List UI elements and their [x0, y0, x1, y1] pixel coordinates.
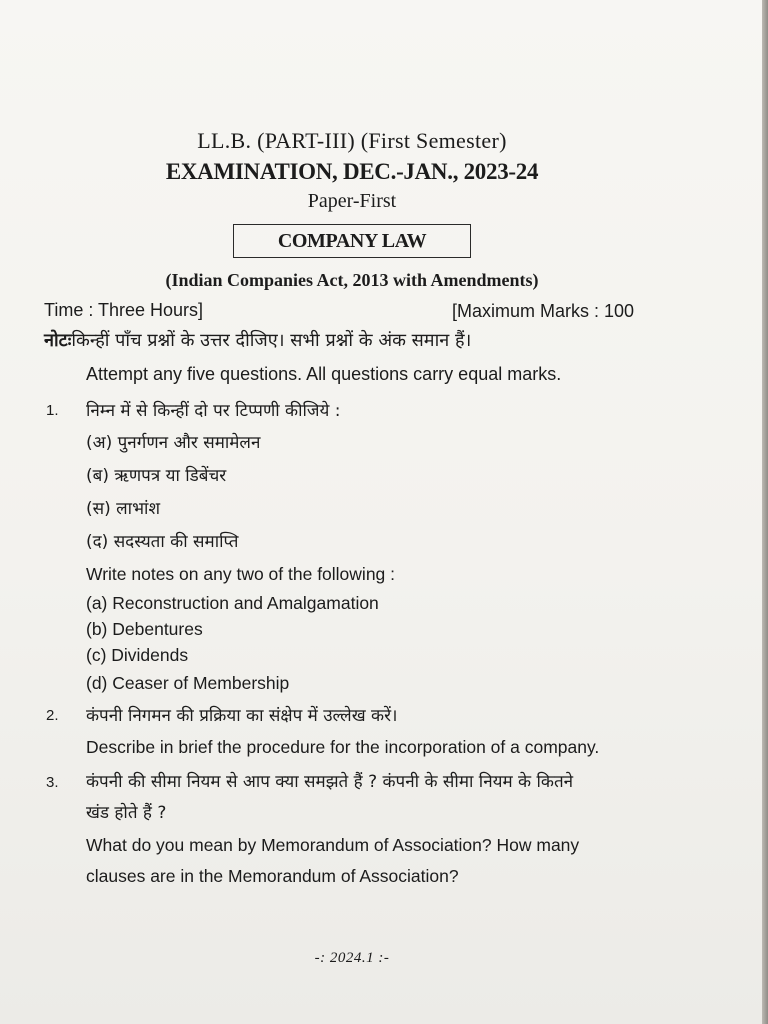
question-1-english-option: (c) Dividends [86, 645, 189, 665]
maximum-marks: [Maximum Marks : 100 [452, 301, 635, 321]
note-hindi [44, 328, 471, 352]
page-footer-code: -: 2024.1 :- [314, 950, 390, 966]
note-label: नोटः [44, 330, 72, 351]
question-1-hindi: निम्न में से किन्हीं दो पर टिप्पणी कीजिये : [86, 401, 341, 421]
question-1-english: Write notes on any two of the following : [86, 564, 396, 584]
question-3-hindi-line: खंड होते हैं ? [86, 803, 167, 823]
question-1-english-option: (a) Reconstruction and Amalgamation [86, 593, 379, 613]
time-allowed: Time : Three Hours] [44, 300, 204, 320]
question-1-hindi-option: (स) लाभांश [86, 499, 161, 519]
question-1-english-option: (d) Ceaser of Membership [86, 673, 290, 693]
question-1-hindi-option: (ब) ऋणपत्र या डिबेंचर [86, 466, 227, 486]
question-1-hindi-option: (अ) पुनर्गणन और समामेलन [86, 433, 261, 453]
question-1-hindi-option: (द) सदस्यता की समाप्ति [86, 532, 239, 552]
note-english: Attempt any five questions. All questions carry equal marks. [86, 364, 562, 384]
exam-title: EXAMINATION, DEC.-JAN., 2023-24 [165, 159, 539, 184]
note-hindi-text: किन्हीं पाँच प्रश्नों के उत्तर दीजिए। सभी प्रश्नों के अंक समान हैं। [71, 330, 472, 351]
paper-label: Paper-First [307, 190, 397, 212]
question-3-english-line: clauses are in the Memorandum of Association? [86, 866, 459, 886]
question-2-number: 2. [46, 707, 59, 724]
course-title: LL.B. (PART-III) (First Semester) [197, 128, 507, 153]
question-2-hindi: कंपनी निगमन की प्रक्रिया का संक्षेप में उल्लेख करें। [86, 706, 398, 726]
subject-box: COMPANY LAW [233, 224, 471, 258]
question-3-hindi-line: कंपनी की सीमा नियम से आप क्या समझते हैं ? कंपनी के सीमा नियम के कितने [86, 772, 574, 792]
question-3-number: 3. [46, 774, 59, 791]
question-1-english-option: (b) Debentures [86, 619, 203, 639]
paper-edge-shadow [762, 0, 768, 1024]
question-1-number: 1. [46, 402, 59, 419]
question-3-english-line: What do you mean by Memorandum of Association? How many [86, 835, 580, 855]
question-2-english: Describe in brief the procedure for the incorporation of a company. [86, 737, 600, 757]
act-subtitle: (Indian Companies Act, 2013 with Amendments) [165, 270, 539, 290]
